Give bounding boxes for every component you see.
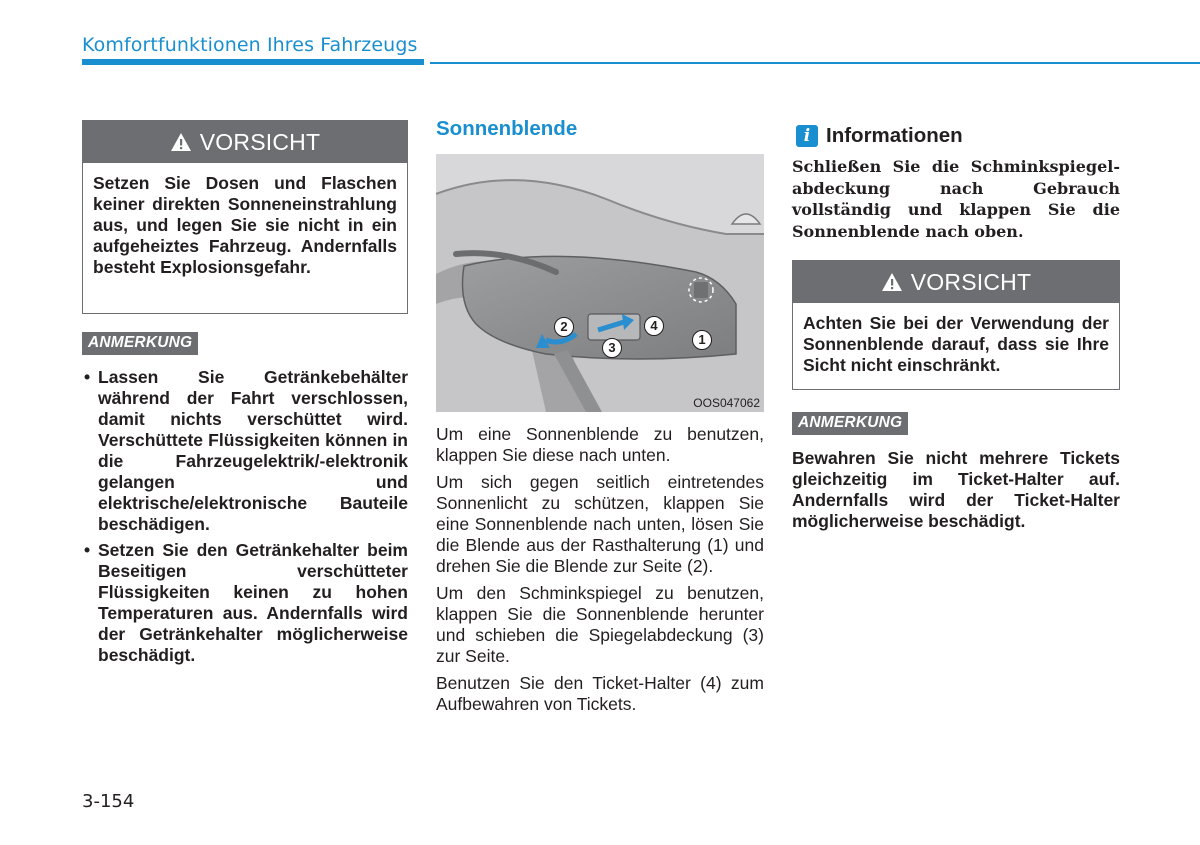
callout-4: 4: [644, 316, 664, 336]
figure-caption: OOS047062: [693, 396, 760, 410]
warning-triangle-icon: [881, 272, 903, 292]
section-body: [436, 424, 764, 721]
info-text: Schließen Sie die Schminkspiegelabdeckung nach Gebrauch vollständig und klappen Sie die Sonnenblende nach oben.: [792, 157, 1120, 241]
caution-text: Setzen Sie Dosen und Flaschen keiner direkten Sonneneinstrahlung aus, und legen Sie sie nicht in ein aufgeheiztes Fahrzeug. Andernfalls besteht Explosionsgefahr.: [93, 173, 397, 277]
caution-header: [83, 121, 407, 163]
note-list-left: [82, 367, 408, 671]
warning-triangle-icon: [170, 132, 192, 152]
paragraph: Benutzen Sie den Ticket-Halter (4) zum Aufbewahren von Tickets.: [436, 673, 764, 714]
caution-label: VORSICHT: [910, 268, 1032, 295]
sun-visor-figure: [436, 154, 764, 412]
header-rule-line: [430, 62, 1200, 64]
caution-header: [793, 261, 1119, 303]
header-rule-accent: [82, 59, 424, 65]
note-tag-left: ANMERKUNG: [82, 332, 198, 355]
caution-box-left: [82, 120, 408, 314]
paragraph: Um eine Sonnenblende zu benutzen, klappen Sie diese nach unten.: [436, 424, 764, 465]
page-number: 3-154: [82, 791, 135, 812]
section-title: Sonnenblende: [436, 117, 578, 140]
paragraph: Um den Schminkspiegel zu benutzen, klappen Sie die Sonnenblende herunter und schieben die Spiegelabdeckung (3) zur Seite.: [436, 583, 764, 666]
paragraph: Um sich gegen seitlich eintretendes Sonnenlicht zu schützen, klappen Sie eine Sonnenblende nach unten, lösen Sie die Blende aus der Rasthalterung (1) und drehen Sie die Blende zur Seite (2).: [436, 472, 764, 576]
callout-1: 1: [692, 330, 712, 350]
note-tag-right: ANMERKUNG: [792, 412, 908, 435]
note-item: • Lassen Sie Getränkebehälter während der Fahrt verschlossen, damit nichts verschüttet wird. Verschüttete Flüssigkeiten können in die Fahrzeugelektrik/-elektronik gelangen und elektrische/elektronische Bauteile beschädigen.: [82, 367, 408, 535]
info-title: Informationen: [826, 124, 963, 147]
info-header: [796, 124, 963, 148]
running-header: Komfortfunktionen Ihres Fahrzeugs: [82, 34, 418, 56]
note-item: • Setzen Sie den Getränkehalter beim Beseitigen verschütteter Flüssigkeiten keinen zu hohen Temperaturen aus. Andernfalls wird der Getränkehalter möglicherweise beschädigt.: [82, 540, 408, 666]
info-icon: i: [796, 125, 818, 147]
note-text-right: Bewahren Sie nicht mehrere Tickets gleichzeitig im Ticket-Halter auf. Andernfalls wird der Ticket-Halter möglicherweise beschädigt.: [792, 448, 1120, 531]
caution-text: Achten Sie bei der Verwendung der Sonnenblende darauf, dass sie Ihre Sicht nicht einschränkt.: [803, 313, 1109, 375]
caution-box-right: [792, 260, 1120, 390]
callout-3: 3: [602, 338, 622, 358]
sun-visor-illustration: [436, 154, 764, 412]
caution-label: VORSICHT: [199, 128, 321, 155]
callout-2: 2: [554, 317, 574, 337]
